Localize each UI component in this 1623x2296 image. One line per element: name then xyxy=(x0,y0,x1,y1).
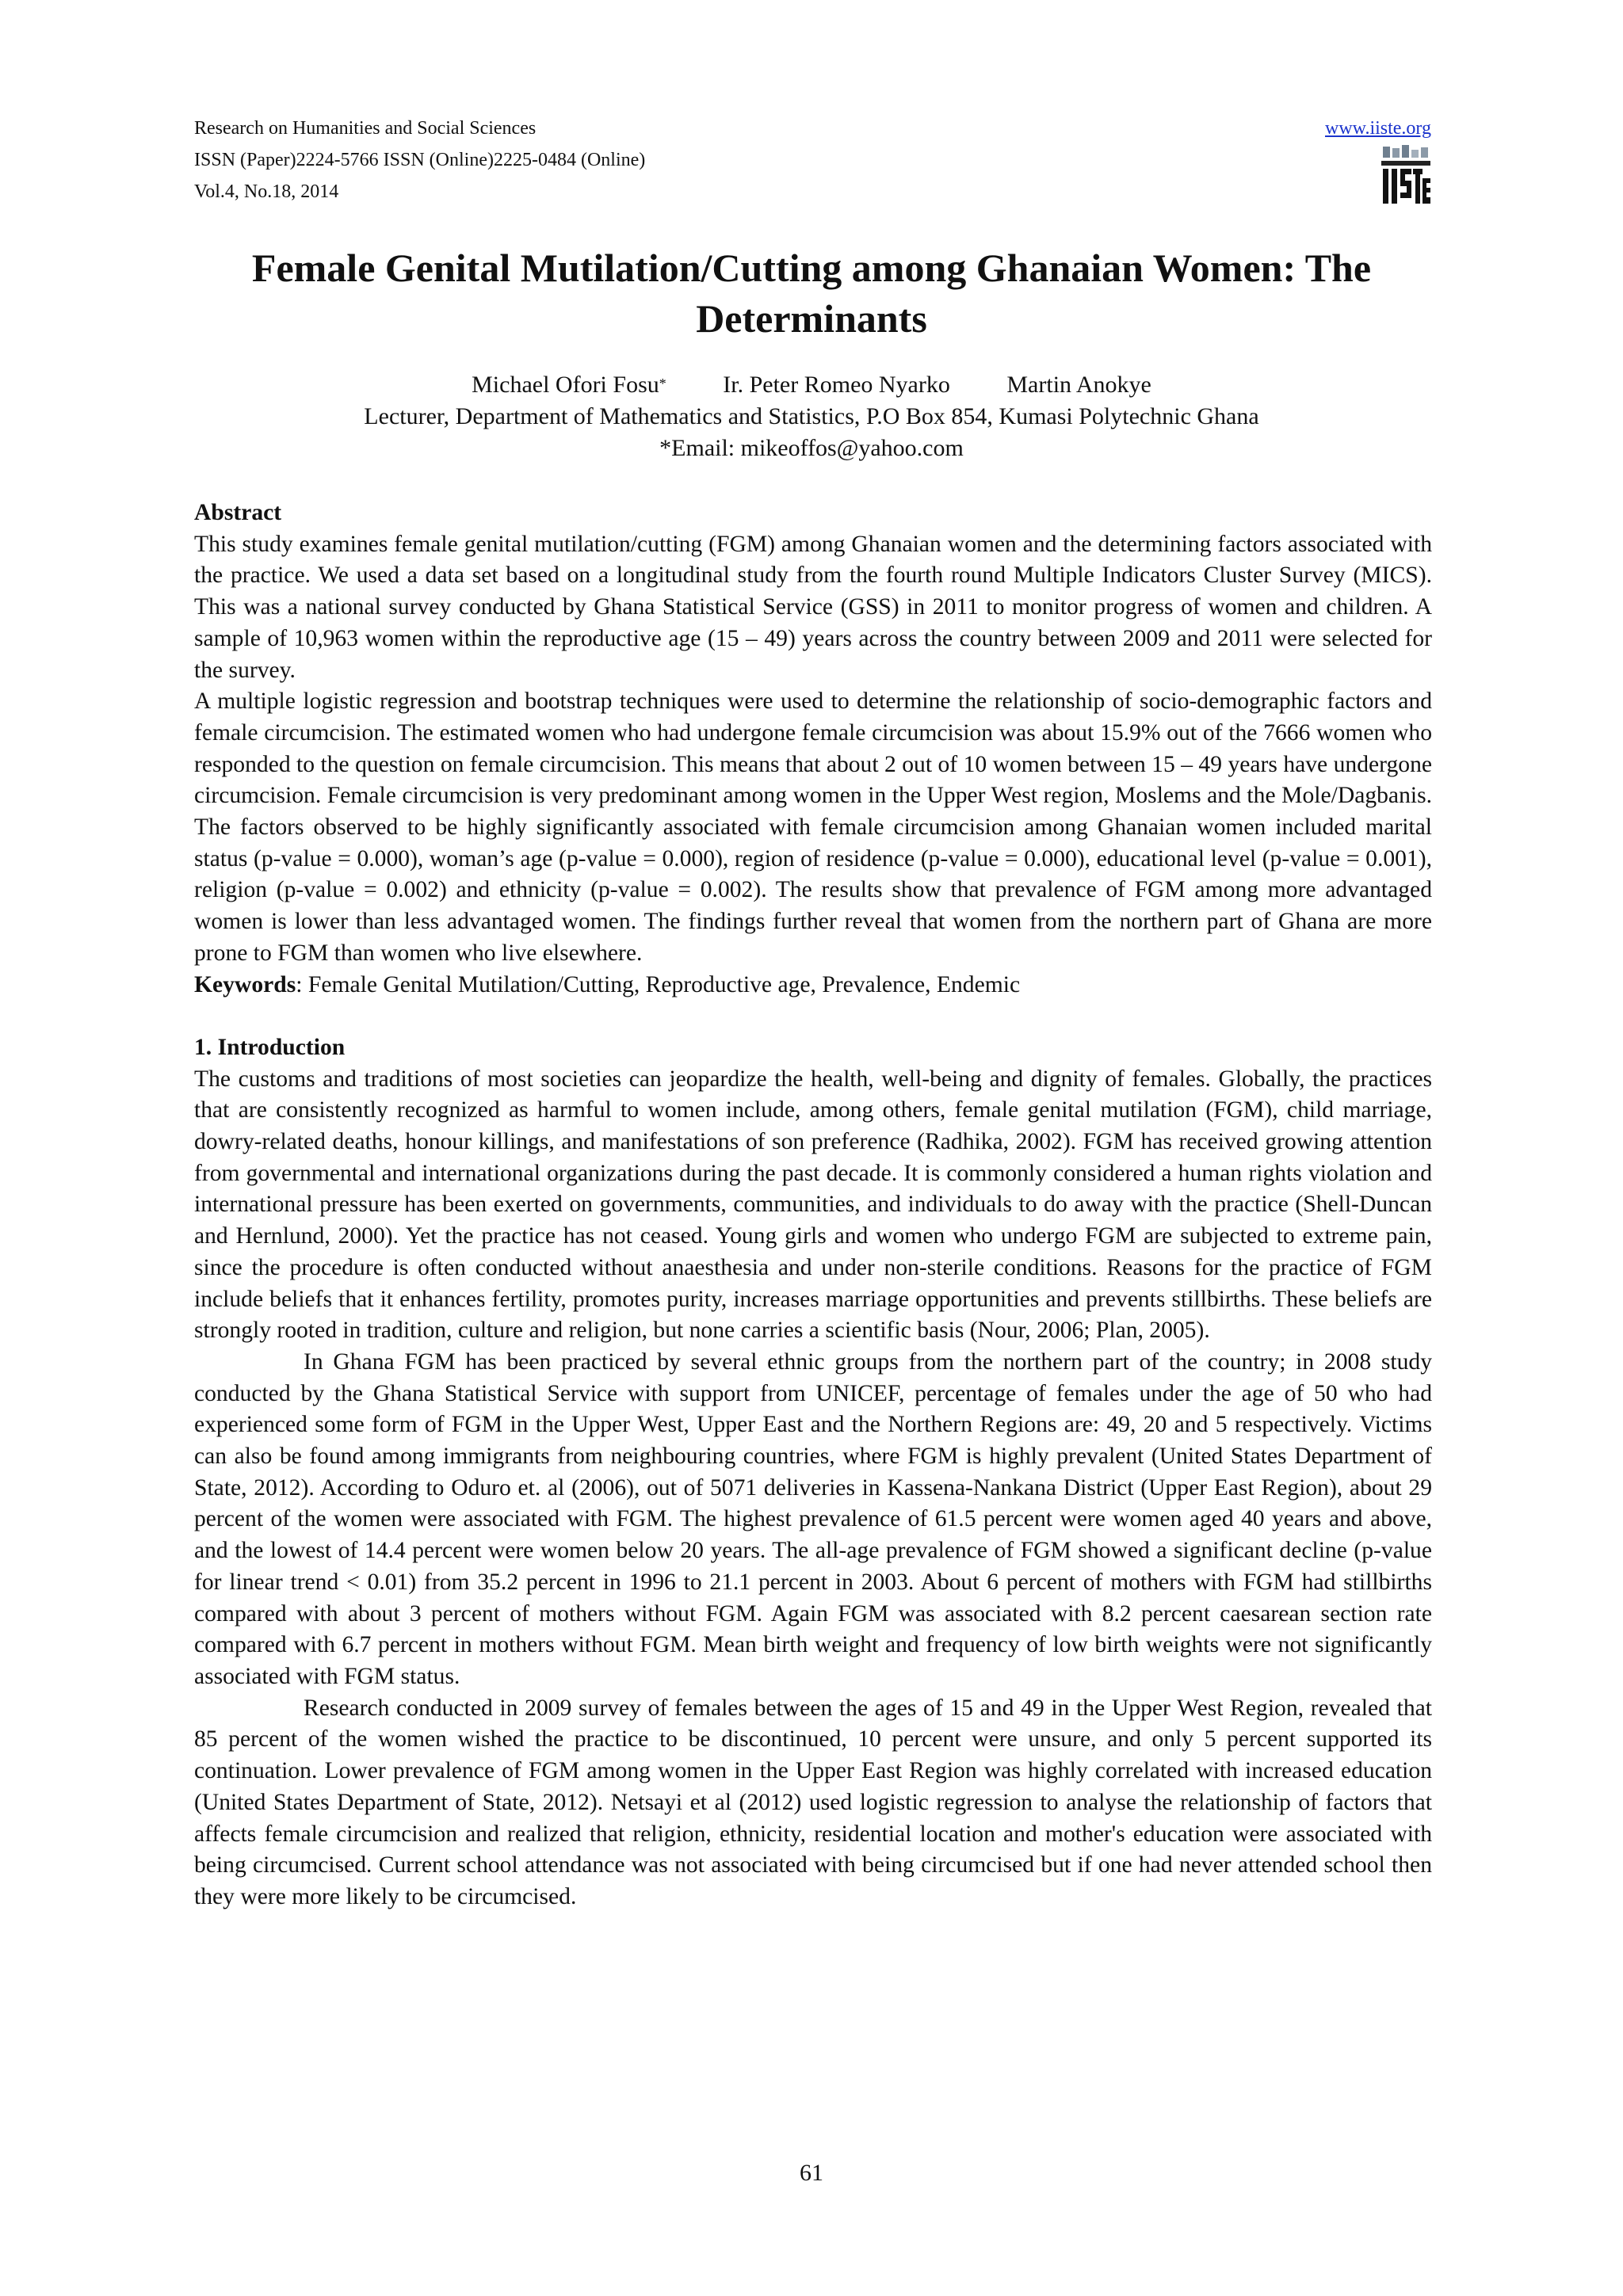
author-name xyxy=(472,369,666,401)
author-email: *Email: mikeoffos@yahoo.com xyxy=(659,435,964,461)
author-block xyxy=(158,369,1465,464)
paper-title: Female Genital Mutilation/Cutting among Ghanaian Women: The Determinants xyxy=(251,246,1372,341)
author-name: Ir. Peter Romeo Nyarko xyxy=(723,372,950,398)
body-text xyxy=(194,498,1432,1913)
author-names xyxy=(158,369,1465,401)
abstract-paragraph: This study examines female genital mutilation/cutting (FGM) among Ghanaian women and the determining factors associated with the practice. We used a data set based on a longitudinal study from the fourth round Multiple Indicators Cluster Survey (MICS). This was a national survey conducted by Ghana Statistical Service (GSS) in 2011 to monitor progress of women and children. A sample of 10,963 women within the reproductive age (15 – 49) years across the country between 2009 and 2011 were selected for the survey. xyxy=(194,531,1432,683)
iiste-logo xyxy=(1381,145,1430,205)
journal-name: Research on Humanities and Social Sciences xyxy=(194,118,537,139)
introduction-paragraph: Research conducted in 2009 survey of females between the ages of 15 and 49 in the Upper West Region, revealed that 85 percent of the women wished the practice to be discontinued, 10 percent were unsure, and only 5 percent supported its continuation. Lower prevalence of FGM among women in the Upper East Region was highly correlated with increased education (United States Department of State, 2012). Netsayi et al (2012) used logistic regression to analyse the relationship of factors that affects female circumcision and realized that religion, ethnicity, residential location and mother's education were associated with being circumcised. Current school attendance was not associated with being circumcised but if one had never attended school then they were more likely to be circumcised. xyxy=(194,1695,1432,1909)
author-name-text: Michael Ofori Fosu xyxy=(472,372,659,398)
corresponding-author-mark: * xyxy=(659,376,666,391)
running-header xyxy=(194,113,645,208)
keywords-line xyxy=(194,970,1432,1001)
issn-line: ISSN (Paper)2224-5766 ISSN (Online)2225-0484 (Online) xyxy=(194,150,646,170)
page-number: 61 xyxy=(800,2160,823,2186)
author-name: Martin Anokye xyxy=(1006,372,1151,398)
author-affiliation: Lecturer, Department of Mathematics and Statistics, P.O Box 854, Kumasi Polytechnic Ghana xyxy=(364,403,1259,429)
volume-line: Vol.4, No.18, 2014 xyxy=(194,181,339,202)
journal-website-link[interactable]: www.iiste.org xyxy=(1325,118,1431,139)
introduction-paragraph: In Ghana FGM has been practiced by several ethnic groups from the northern part of the country; in 2008 study conducted by the Ghana Statistical Service with support from UNICEF, percentage of females under the age of 50 who had experienced some form of FGM in the Upper West, Upper East and the Northern Regions are: 49, 20 and 5 respectively. Victims can also be found among immigrants from neighbouring countries, where FGM is highly prevalent (United States Department of State, 2012). According to Oduro et. al (2006), out of 5071 deliveries in Kassena-Nankana District (Upper East Region), about 29 percent of the women were associated with FGM. The highest prevalence of 61.5 percent were women aged 40 years and above, and the lowest of 14.4 percent were women below 20 years. The all-age prevalence of FGM showed a significant decline (p-value for linear trend < 0.01) from 35.2 percent in 1996 to 21.1 percent in 2003. About 6 percent of mothers with FGM had stillbirths compared with about 3 percent of mothers without FGM. Again FGM was associated with 8.2 percent caesarean section rate compared with 6.7 percent in mothers without FGM. Mean birth weight and frequency of low birth weights were not significantly associated with FGM status. xyxy=(194,1348,1432,1689)
keywords-label: Keywords xyxy=(194,971,296,997)
abstract-paragraph: A multiple logistic regression and bootstrap techniques were used to determine the relationship of socio-demographic factors and female circumcision. The estimated women who had undergone female circumcision was about 15.9% out of the 7666 women who responded to the question on female circumcision. This means that about 2 out of 10 women between 15 – 49 years have undergone circumcision. Female circumcision is very predominant among women in the Upper West region, Moslems and the Mole/Dagbanis. The factors observed to be highly significantly associated with female circumcision among Ghanaian women included marital status (p-value = 0.000), woman’s age (p-value = 0.000), region of residence (p-value = 0.000), educational level (p-value = 0.001), religion (p-value = 0.002) and ethnicity (p-value = 0.002). The results show that prevalence of FGM among more advantaged women is lower than less advantaged women. The findings further reveal that women from the northern part of Ghana are more prone to FGM than women who live elsewhere. xyxy=(194,688,1432,966)
introduction-heading: 1. Introduction xyxy=(194,1034,346,1060)
keywords-list: : Female Genital Mutilation/Cutting, Reproductive age, Prevalence, Endemic xyxy=(296,971,1021,997)
section-spacer xyxy=(194,1001,1432,1032)
abstract-heading: Abstract xyxy=(194,500,282,525)
introduction-paragraph: The customs and traditions of most societies can jeopardize the health, well-being and dignity of females. Globally, the practices that are consistently recognized as harmful to women include, among others, female genital mutilation (FGM), child marriage, dowry-related deaths, honour killings, and manifestations of son preference (Radhika, 2002). FGM has received growing attention from governmental and international organizations during the past decade. It is commonly considered a human rights violation and international pressure has been exerted on governments, communities, and individuals to do away with the practice (Shell-Duncan and Hernlund, 2000). Yet the practice has not ceased. Young girls and women who undergo FGM are subjected to extreme pain, since the procedure is often conducted without anaesthesia and under non-sterile conditions. Reasons for the practice of FGM include beliefs that it enhances fertility, promotes purity, increases marriage opportunities and prevents stillbirths. These beliefs are strongly rooted in tradition, culture and religion, but none carries a scientific basis (Nour, 2006; Plan, 2005). xyxy=(194,1066,1432,1344)
